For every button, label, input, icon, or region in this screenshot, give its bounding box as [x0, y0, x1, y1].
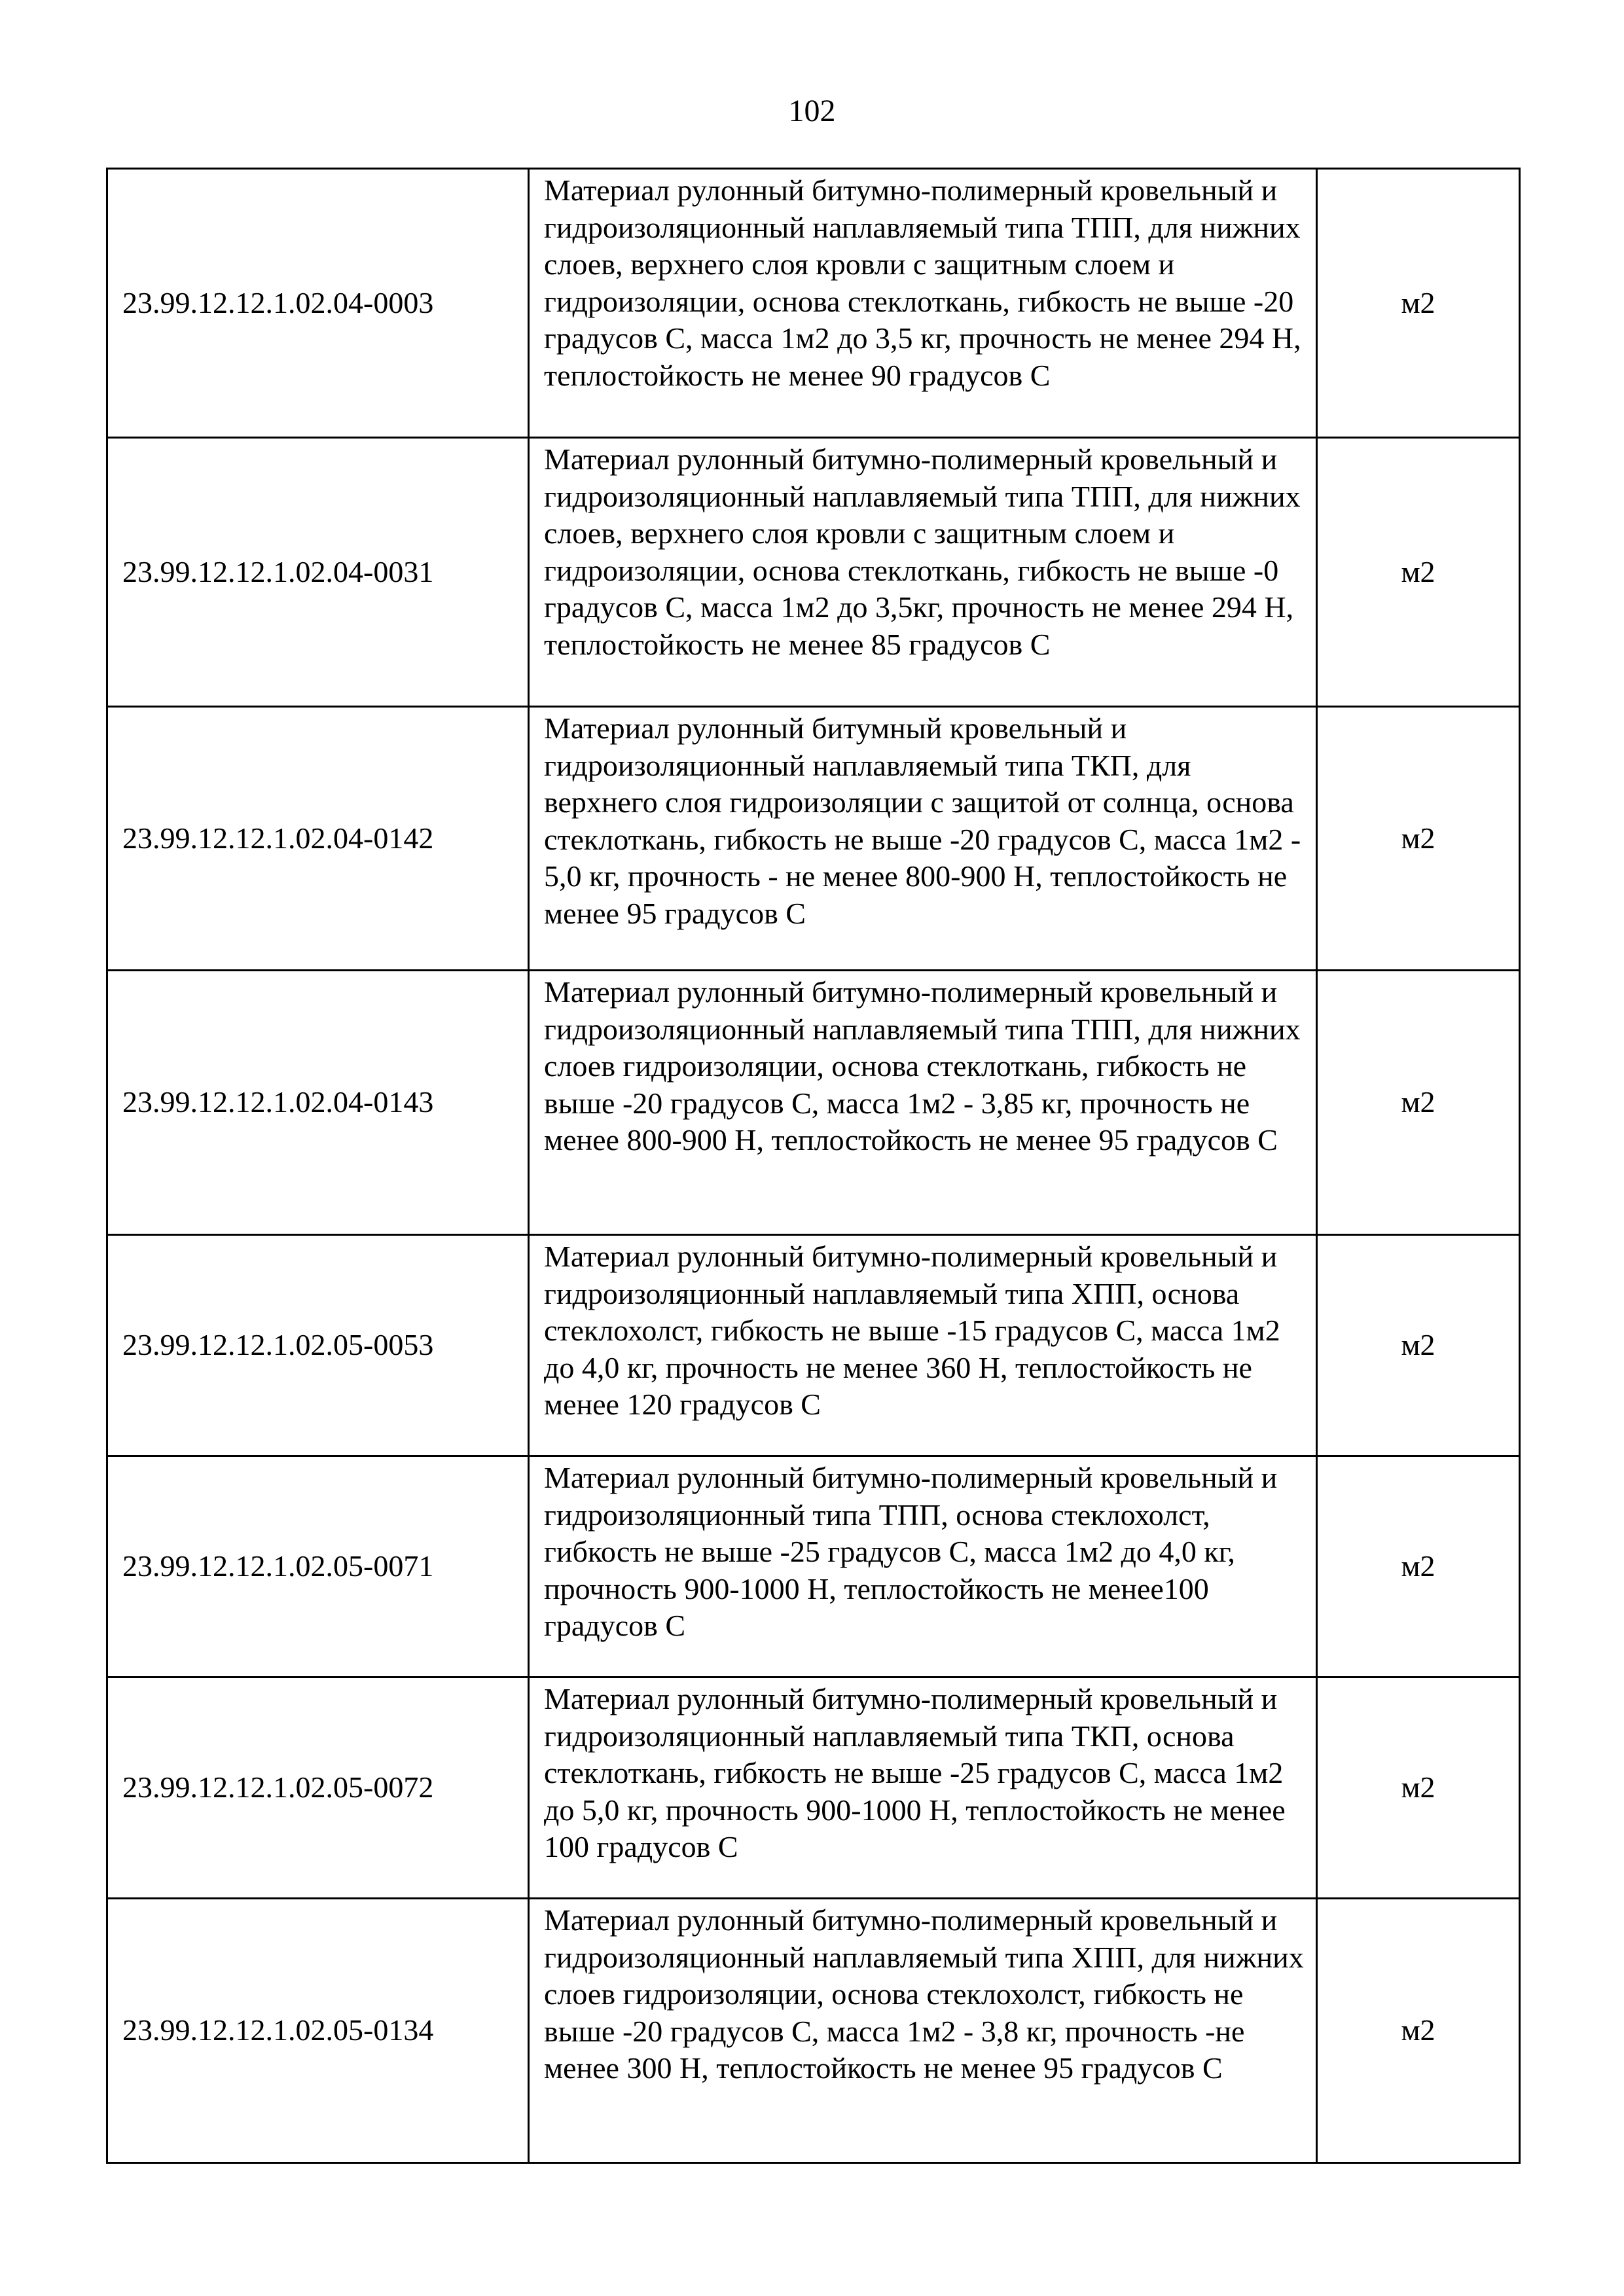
material-description-cell: Материал рулонный битумно-полимерный кровельный и гидроизоляционный наплавляемый типа ТПП, для нижних слоев, верхнего слоя кровли с защитным слоем и гидроизоляции, основа стеклоткань, гибкость не выше -0 градусов С, масса 1м2 до 3,5кг, прочность не менее 294 Н, теплостойкость не менее 85 градусов С — [529, 438, 1317, 707]
unit-cell: м2 — [1317, 1235, 1520, 1456]
table-row — [107, 169, 1520, 438]
material-description-cell: Материал рулонный битумно-полимерный кровельный и гидроизоляционный наплавляемый типа ТКП, основа стеклоткань, гибкость не выше -25 градусов С, масса 1м2 до 5,0 кг, прочность 900-1000 Н, теплостойкость не менее 100 градусов С — [529, 1677, 1317, 1899]
resource-code-cell: 23.99.12.12.1.02.05-0134 — [107, 1899, 529, 2163]
resource-code-cell: 23.99.12.12.1.02.04-0143 — [107, 971, 529, 1235]
material-description-cell: Материал рулонный битумно-полимерный кровельный и гидроизоляционный наплавляемый типа ТПП, для нижних слоев гидроизоляции, основа стеклоткань, гибкость не выше -20 градусов С, масса 1м2 - 3,85 кг, прочность не менее 800-900 Н, теплостойкость не менее 95 градусов С — [529, 971, 1317, 1235]
resource-code-cell: 23.99.12.12.1.02.04-0031 — [107, 438, 529, 707]
materials-table — [106, 168, 1521, 2164]
unit-cell: м2 — [1317, 1456, 1520, 1677]
unit-cell: м2 — [1317, 1899, 1520, 2163]
unit-cell: м2 — [1317, 971, 1520, 1235]
table-row — [107, 1677, 1520, 1899]
resource-code-cell: 23.99.12.12.1.02.05-0071 — [107, 1456, 529, 1677]
resource-code-cell: 23.99.12.12.1.02.05-0053 — [107, 1235, 529, 1456]
unit-cell: м2 — [1317, 1677, 1520, 1899]
table-row — [107, 1456, 1520, 1677]
unit-cell: м2 — [1317, 438, 1520, 707]
resource-code-cell: 23.99.12.12.1.02.04-0142 — [107, 707, 529, 971]
material-description-cell: Материал рулонный битумно-полимерный кровельный и гидроизоляционный наплавляемый типа ХПП, основа стеклохолст, гибкость не выше -15 градусов С, масса 1м2 до 4,0 кг, прочность не менее 360 Н, теплостойкость не менее 120 градусов С — [529, 1235, 1317, 1456]
table-row — [107, 1899, 1520, 2163]
unit-cell: м2 — [1317, 707, 1520, 971]
material-description-cell: Материал рулонный битумно-полимерный кровельный и гидроизоляционный наплавляемый типа ХПП, для нижних слоев гидроизоляции, основа стеклохолст, гибкость не выше -20 градусов С, масса 1м2 - 3,8 кг, прочность -не менее 300 Н, теплостойкость не менее 95 градусов С — [529, 1899, 1317, 2163]
resource-code-cell: 23.99.12.12.1.02.04-0003 — [107, 169, 529, 438]
table-row — [107, 707, 1520, 971]
material-description-cell: Материал рулонный битумно-полимерный кровельный и гидроизоляционный типа ТПП, основа стеклохолст, гибкость не выше -25 градусов С, масса 1м2 до 4,0 кг, прочность 900-1000 Н, теплостойкость не менее100 градусов С — [529, 1456, 1317, 1677]
page-number: 102 — [788, 94, 836, 128]
resource-code-cell: 23.99.12.12.1.02.05-0072 — [107, 1677, 529, 1899]
material-description-cell: Материал рулонный битумный кровельный и гидроизоляционный наплавляемый типа ТКП, для верхнего слоя гидроизоляции с защитой от солнца, основа стеклоткань, гибкость не выше -20 градусов С, масса 1м2 - 5,0 кг, прочность - не менее 800-900 Н, теплостойкость не менее 95 градусов С — [529, 707, 1317, 971]
unit-cell: м2 — [1317, 169, 1520, 438]
table-row — [107, 1235, 1520, 1456]
table-row — [107, 971, 1520, 1235]
table-row — [107, 438, 1520, 707]
material-description-cell: Материал рулонный битумно-полимерный кровельный и гидроизоляционный наплавляемый типа ТПП, для нижних слоев, верхнего слоя кровли с защитным слоем и гидроизоляции, основа стеклоткань, гибкость не выше -20 градусов С, масса 1м2 до 3,5 кг, прочность не менее 294 Н, теплостойкость не менее 90 градусов С — [529, 169, 1317, 438]
